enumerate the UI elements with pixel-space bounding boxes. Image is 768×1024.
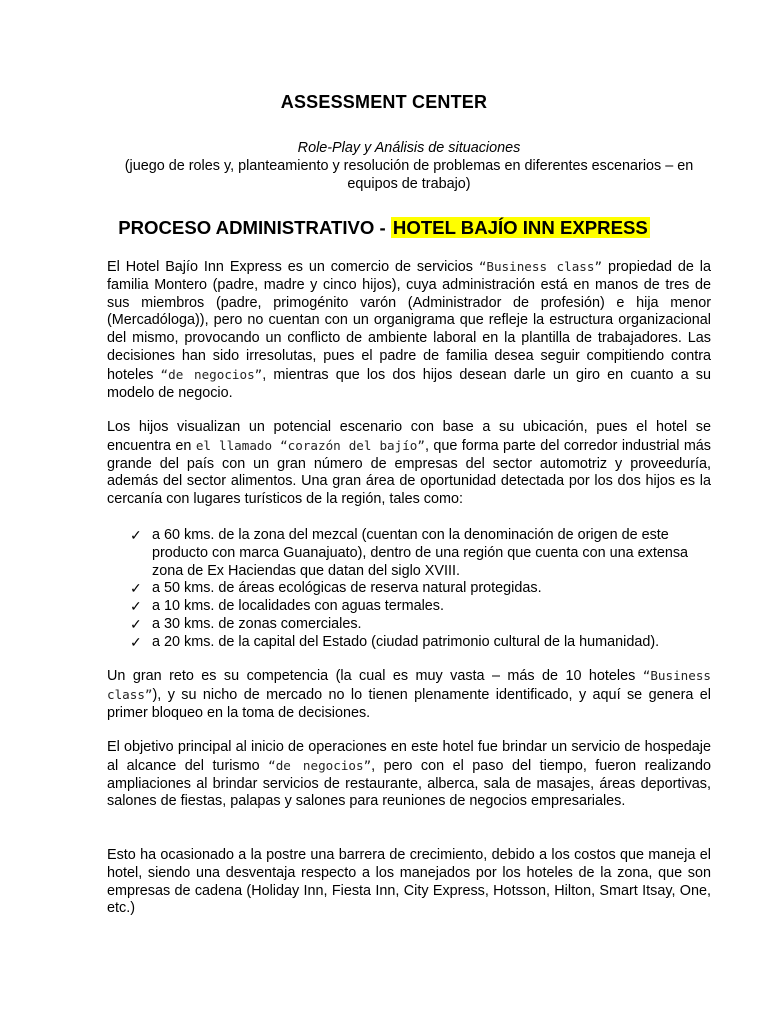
- paragraph-2-text-b: , que forma parte del corredor industrial más grande del país con un gran número de empresas del sector automotriz y proveeduría, además del sector alimentos. Una gran área de oportunidad detectada por los dos hijos es la cercanía con lugares turísticos de la región, tales como:: [107, 437, 712, 508]
- checkmark-icon: ✓: [130, 580, 142, 597]
- bullet-text: a 50 kms. de áreas ecológicas de reserva natural protegidas.: [152, 580, 542, 597]
- paragraph-2-mono-1: el llamado “corazón del bajío”: [195, 437, 425, 453]
- paragraph-3-mono-1: “Business class”: [107, 668, 711, 702]
- bullet-item: [130, 527, 711, 580]
- paragraph-1-text-b: propiedad de la familia Montero (padre, madre y cinco hijos), cuya administración está en manos de tres de sus miembros (padre, primogénito varón (Administrador de profesión) e hija menor (Mercadóloga)), pero no cuentan con un organigrama que refleje la estructura organizacional del mismo, provocando un conflicto de ambiente laboral en la plantilla de trabajadores. Las decisiones han sido irresolutas, pues el padre de familia desea seguir compitiendo contra hoteles: [107, 259, 711, 383]
- paragraph-1-mono-1: “Business class”: [478, 259, 603, 274]
- checkmark-icon: ✓: [130, 615, 142, 632]
- document-title: ASSESSMENT CENTER: [280, 92, 488, 112]
- bullet-text: a 30 kms. de zonas comerciales.: [152, 615, 362, 632]
- paragraph-1-text-a: El Hotel Bajío Inn Express es un comercio de servicios: [107, 259, 479, 275]
- section-heading: [0, 217, 768, 239]
- subtitle-line-1: Role-Play y Análisis de situaciones: [297, 140, 521, 156]
- checkmark-icon: ✓: [130, 633, 142, 650]
- paragraph-1: [107, 258, 711, 402]
- paragraph-1-mono-2: “de negocios”: [160, 366, 263, 382]
- bullet-item: [130, 616, 711, 634]
- bullet-text: a 20 kms. de la capital del Estado (ciudad patrimonio cultural de la humanidad).: [152, 633, 660, 650]
- paragraph-4-mono-1: “de negocios”: [268, 757, 372, 773]
- paragraph-4-text-a: El objetivo principal al inicio de operaciones en este hotel fue brindar un servicio de hospedaje al alcance del turismo: [107, 739, 711, 774]
- bullet-item: [130, 580, 711, 598]
- paragraph-1-text-c: , mientras que los dos hijos desean darle un giro en cuanto a su modelo de negocio.: [107, 366, 711, 401]
- checkmark-icon: ✓: [130, 598, 142, 615]
- section-heading-prefix: PROCESO ADMINISTRATIVO -: [118, 217, 391, 238]
- paragraph-3-text-b: ), y su nicho de mercado no lo tienen plenamente identificado, y aquí se genera el primer bloqueo en la toma de decisiones.: [107, 686, 711, 721]
- paragraph-5: [107, 847, 711, 918]
- subtitle-line-2: (juego de roles y, planteamiento y resolución de problemas en diferentes escenarios – en equipos de trabajo): [124, 158, 694, 192]
- bullet-text: a 10 kms. de localidades con aguas termales.: [152, 598, 444, 615]
- paragraph-5-text-a: Esto ha ocasionado a la postre una barrera de crecimiento, debido a los costos que maneja el hotel, siendo una desventaja respecto a los manejados por los hoteles de la zona, que son empresas de cadena (Holiday Inn, Fiesta Inn, City Express, Hotsson, Hilton, Smart Itsay, One, etc.): [107, 847, 711, 917]
- paragraph-4: [107, 739, 711, 811]
- paragraph-3: [107, 667, 711, 722]
- paragraph-4-text-b: , pero con el paso del tiempo, fueron realizando ampliaciones al brindar servicios de restaurante, alberca, sala de masajes, áreas deportivas, salones de fiestas, palapas y salones para reuniones de negocios empresariales.: [107, 757, 711, 810]
- bullet-text: a 60 kms. de la zona del mezcal (cuentan con la denominación de origen de este producto con marca Guanajuato), dentro de una región que cuenta con una extensa zona de Ex Haciendas que datan del siglo XVIII.: [152, 527, 689, 579]
- checkmark-icon: ✓: [130, 527, 142, 543]
- bullet-item: [130, 634, 711, 652]
- paragraph-3-text-a: Un gran reto es su competencia (la cual es muy vasta – más de 10 hoteles: [107, 668, 643, 684]
- paragraph-2-text-a: Los hijos visualizan un potencial escenario con base a su ubicación, pues el hotel se encuentra en: [107, 419, 711, 454]
- subtitle-block: [104, 139, 714, 193]
- bullet-item: [130, 598, 711, 616]
- paragraph-2: [107, 419, 711, 509]
- location-bullet-list: [130, 527, 711, 652]
- section-heading-highlight: HOTEL BAJÍO INN EXPRESS: [392, 217, 648, 238]
